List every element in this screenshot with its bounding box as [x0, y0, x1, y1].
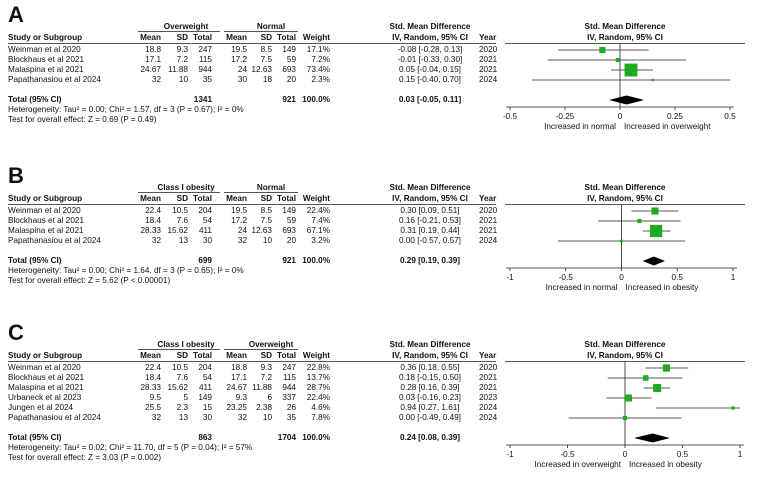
year-cell: 2024 — [479, 413, 498, 422]
forest-panel-a — [0, 0, 770, 160]
total2-cell: 20 — [286, 75, 296, 84]
group2-rule — [224, 31, 298, 32]
weight-cell: 7.2% — [311, 55, 330, 64]
heterogeneity-text: Heterogeneity: Tau² = 0.02; Chi² = 11.70, df = 5 (P = 0.04); I² = 57% — [8, 443, 253, 452]
sd2-col-header: SD — [260, 33, 272, 42]
mean2-cell: 30 — [237, 75, 247, 84]
panel-label: A — [8, 2, 24, 27]
sd2-col-header: SD — [260, 194, 272, 203]
weight-cell: 22.8% — [306, 363, 330, 372]
sd2-cell: 7.5 — [260, 216, 272, 225]
sd2-cell: 9.3 — [260, 363, 272, 372]
weight-cell: 2.3% — [311, 75, 330, 84]
mean1-cell: 18.4 — [145, 216, 161, 225]
sd2-cell: 10 — [262, 413, 272, 422]
total2-cell: 35 — [286, 413, 296, 422]
study-name: Malaspina et al 2021 — [8, 65, 84, 74]
x-tick-label: 1 — [730, 273, 736, 282]
total-label: Total (95% CI) — [8, 256, 62, 265]
mean2-cell: 17.1 — [231, 373, 247, 382]
smd-header: Std. Mean Difference — [389, 340, 471, 349]
effect-marker — [599, 47, 605, 53]
effect-marker — [623, 416, 627, 420]
plot-subtitle: IV, Random, 95% CI — [587, 194, 663, 203]
year-col-header: Year — [479, 33, 497, 42]
effect-marker — [625, 394, 632, 401]
year-col-header: Year — [479, 351, 497, 360]
group1-header: Class I obesity — [157, 183, 215, 192]
smd-ci-cell: -0.08 [-0.28, 0.13] — [397, 45, 463, 54]
total2-cell: 921 — [282, 256, 296, 265]
group1-rule — [138, 31, 220, 32]
sd2-cell: 12.63 — [251, 65, 272, 74]
smd-ci-cell: 0.30 [0.09, 0.51] — [400, 206, 460, 215]
sd1-cell: 9.3 — [176, 45, 188, 54]
weight-cell: 13.7% — [306, 373, 330, 382]
study-name: Malaspina et al 2021 — [8, 383, 84, 392]
study-name: Papathanasiou et al 2024 — [8, 236, 101, 245]
mean1-col-header: Mean — [140, 194, 161, 203]
mean1-cell: 18.4 — [145, 373, 161, 382]
total2-cell: 59 — [286, 55, 296, 64]
weight-cell: 22.4% — [306, 393, 330, 402]
mean2-cell: 23.25 — [226, 403, 247, 412]
total2-cell: 693 — [282, 226, 296, 235]
sd1-cell: 7.6 — [176, 216, 188, 225]
weight-col-header: Weight — [302, 351, 330, 360]
pooled-diamond — [643, 257, 665, 266]
total2-cell: 20 — [286, 236, 296, 245]
mean2-col-header: Mean — [226, 351, 247, 360]
mean2-cell: 17.2 — [231, 55, 247, 64]
mean1-cell: 24.67 — [140, 65, 161, 74]
sd2-cell: 8.5 — [260, 45, 272, 54]
total1-cell: 944 — [198, 65, 212, 74]
weight-cell: 7.8% — [311, 413, 330, 422]
weight-cell: 67.1% — [306, 226, 330, 235]
mean2-cell: 19.5 — [231, 206, 247, 215]
x-tick-label: 0.5 — [676, 450, 689, 459]
sd2-cell: 18 — [262, 75, 272, 84]
mean2-cell: 24 — [237, 65, 247, 74]
x-tick-label: 0 — [622, 450, 628, 459]
effect-marker — [651, 207, 658, 214]
smd-ci-cell: 0.00 [-0.57, 0.57] — [399, 236, 461, 245]
effect-marker — [652, 79, 655, 82]
sd1-cell: 10 — [178, 75, 188, 84]
effect-marker — [637, 219, 641, 223]
x-right-label: Increased in obesity — [625, 283, 699, 292]
study-name: Weinman et al 2020 — [8, 45, 81, 54]
study-name: Papathanasiou et al 2024 — [8, 75, 101, 84]
total2-cell: 26 — [286, 403, 296, 412]
group2-rule — [224, 349, 298, 350]
total2-cell: 693 — [282, 65, 296, 74]
total2-cell: 337 — [282, 393, 296, 402]
total2-cell: 59 — [286, 216, 296, 225]
group2-rule — [224, 192, 298, 193]
weight-cell: 22.4% — [306, 206, 330, 215]
smd-sub-header: IV, Random, 95% CI — [392, 33, 468, 42]
mean1-cell: 22.4 — [145, 363, 161, 372]
pooled-diamond — [634, 434, 670, 443]
total1-cell: 35 — [202, 75, 212, 84]
plot-subtitle: IV, Random, 95% CI — [587, 351, 663, 360]
total1-cell: 115 — [198, 55, 212, 64]
mean2-cell: 32 — [237, 236, 247, 245]
total-label: Total (95% CI) — [8, 433, 62, 442]
effect-marker — [650, 225, 662, 237]
total1-cell: 204 — [198, 206, 212, 215]
mean2-cell: 24.67 — [226, 383, 247, 392]
effect-marker — [643, 375, 649, 381]
weight-cell: 73.4% — [306, 65, 330, 74]
smd-ci-cell: 0.03 [-0.16, 0.23] — [399, 393, 461, 402]
study-name: Blockhaus et al 2021 — [8, 216, 85, 225]
x-right-label: Increased in overweight — [624, 122, 711, 131]
overall-effect-text: Test for overall effect: Z = 5.62 (P < 0.00001) — [8, 276, 171, 285]
weight-cell: 28.7% — [306, 383, 330, 392]
x-tick-label: 0 — [619, 273, 624, 282]
year-cell: 2021 — [479, 65, 498, 74]
sd2-cell: 7.5 — [260, 55, 272, 64]
study-name: Blockhaus et al 2021 — [8, 55, 85, 64]
sd1-cell: 10.5 — [172, 363, 188, 372]
study-name: Urbaneck et al 2023 — [8, 393, 82, 402]
total1-col-header: Total — [193, 351, 212, 360]
mean1-cell: 17.1 — [145, 55, 161, 64]
overall-effect-text: Test for overall effect: Z = 0.69 (P = 0.49) — [8, 115, 157, 124]
x-left-label: Increased in normal — [544, 122, 616, 131]
x-tick-label: -1 — [506, 273, 514, 282]
group2-header: Normal — [256, 22, 286, 31]
x-tick-label: 0.25 — [667, 112, 683, 121]
study-col-header: Study or Subgroup — [8, 33, 83, 42]
total-weight: 100.0% — [302, 256, 330, 265]
weight-cell: 7.4% — [311, 216, 330, 225]
total-weight: 100.0% — [302, 95, 330, 104]
total2-col-header: Total — [277, 194, 296, 203]
year-cell: 2020 — [479, 206, 498, 215]
x-tick-label: 0.5 — [671, 273, 683, 282]
sd2-cell: 12.63 — [251, 226, 272, 235]
study-name: Weinman et al 2020 — [8, 206, 81, 215]
x-tick-label: -1 — [506, 450, 514, 459]
mean1-cell: 9.5 — [149, 393, 161, 402]
forest-plot — [495, 161, 765, 321]
year-cell: 2020 — [479, 45, 498, 54]
smd-ci-cell: -0.01 [-0.33, 0.30] — [397, 55, 463, 64]
mean1-cell: 25.5 — [145, 403, 161, 412]
sd1-cell: 5 — [183, 393, 188, 402]
smd-sub-header: IV, Random, 95% CI — [392, 351, 468, 360]
sd1-cell: 7.6 — [176, 373, 188, 382]
mean1-cell: 22.4 — [145, 206, 161, 215]
effect-marker — [616, 58, 620, 62]
year-cell: 2021 — [479, 383, 498, 392]
year-cell: 2021 — [479, 55, 498, 64]
group2-header: Normal — [256, 183, 286, 192]
forest-plot — [495, 318, 765, 478]
study-name: Weinman et al 2020 — [8, 363, 81, 372]
x-tick-label: 0 — [617, 112, 623, 121]
sd1-col-header: SD — [176, 351, 188, 360]
smd-sub-header: IV, Random, 95% CI — [392, 194, 468, 203]
sd1-col-header: SD — [176, 33, 188, 42]
group1-header: Class I obesity — [157, 340, 215, 349]
study-name: Blockhaus et al 2021 — [8, 373, 85, 382]
total1-cell: 30 — [202, 413, 212, 422]
mean1-col-header: Mean — [140, 351, 161, 360]
weight-cell: 4.6% — [311, 403, 330, 412]
forest-panel-c — [0, 318, 770, 478]
study-name: Jungen et al 2024 — [8, 403, 74, 412]
sd1-cell: 15.62 — [167, 226, 188, 235]
sd1-cell: 11.88 — [168, 65, 188, 74]
group1-rule — [138, 349, 220, 350]
total1-col-header: Total — [193, 194, 212, 203]
smd-ci-cell: 0.36 [0.18, 0.55] — [400, 363, 460, 372]
total1-cell: 411 — [198, 226, 212, 235]
mean2-cell: 17.2 — [231, 216, 247, 225]
sd2-cell: 11.88 — [252, 383, 272, 392]
sd1-cell: 15.62 — [167, 383, 188, 392]
sd2-col-header: SD — [260, 351, 272, 360]
group1-rule — [138, 192, 220, 193]
year-cell: 2023 — [479, 393, 498, 402]
weight-col-header: Weight — [302, 194, 330, 203]
study-col-header: Study or Subgroup — [8, 194, 83, 203]
total-weight: 100.0% — [302, 433, 330, 442]
panel-label: B — [8, 163, 24, 188]
mean1-cell: 28.33 — [140, 383, 161, 392]
total2-cell: 247 — [282, 363, 296, 372]
total2-cell: 921 — [282, 95, 296, 104]
x-left-label: Increased in normal — [545, 283, 618, 292]
total-ci: 0.03 [-0.05, 0.11] — [398, 95, 462, 104]
smd-ci-cell: 0.05 [-0.04, 0.15] — [399, 65, 461, 74]
smd-ci-cell: 0.00 [-0.49, 0.49] — [399, 413, 461, 422]
total1-cell: 863 — [198, 433, 212, 442]
header-rule — [8, 43, 496, 44]
year-cell: 2020 — [479, 363, 498, 372]
x-tick-label: -0.25 — [555, 112, 575, 121]
pooled-diamond — [609, 96, 644, 105]
mean2-col-header: Mean — [226, 194, 247, 203]
total1-cell: 149 — [198, 393, 212, 402]
smd-ci-cell: 0.28 [0.16, 0.39] — [400, 383, 460, 392]
sd1-cell: 10.5 — [172, 206, 188, 215]
sd1-cell: 13 — [178, 236, 188, 245]
x-tick-label: 1 — [737, 450, 743, 459]
total1-cell: 699 — [198, 256, 212, 265]
total1-cell: 30 — [202, 236, 212, 245]
heterogeneity-text: Heterogeneity: Tau² = 0.00; Chi² = 1.64, df = 3 (P = 0.65); I² = 0% — [8, 266, 244, 275]
total1-col-header: Total — [193, 33, 212, 42]
total2-cell: 1704 — [277, 433, 296, 442]
sd2-cell: 2.38 — [256, 403, 272, 412]
overall-effect-text: Test for overall effect: Z = 3.03 (P = 0.002) — [8, 453, 162, 462]
total1-cell: 54 — [202, 216, 212, 225]
year-cell: 2024 — [479, 75, 498, 84]
effect-marker — [663, 364, 670, 371]
plot-title: Std. Mean Difference — [584, 340, 666, 349]
x-tick-label: 0.5 — [724, 112, 736, 121]
mean2-col-header: Mean — [226, 33, 247, 42]
total1-cell: 1341 — [193, 95, 212, 104]
smd-ci-cell: 0.16 [-0.21, 0.53] — [399, 216, 461, 225]
smd-ci-cell: 0.15 [-0.40, 0.70] — [399, 75, 461, 84]
group2-header: Overweight — [248, 340, 294, 349]
header-rule — [8, 361, 496, 362]
x-tick-label: -0.5 — [560, 450, 575, 459]
forest-plot — [495, 0, 765, 160]
mean2-cell: 24 — [237, 226, 247, 235]
sd2-cell: 7.2 — [260, 373, 272, 382]
total1-cell: 247 — [198, 45, 212, 54]
total1-cell: 204 — [198, 363, 212, 372]
x-left-label: Increased in overweight — [534, 460, 621, 469]
mean1-cell: 28.33 — [140, 226, 161, 235]
plot-subtitle: IV, Random, 95% CI — [587, 33, 663, 42]
effect-marker — [620, 240, 623, 243]
sd1-cell: 2.3 — [176, 403, 188, 412]
effect-marker — [653, 384, 661, 392]
mean1-cell: 18.8 — [145, 45, 161, 54]
study-col-header: Study or Subgroup — [8, 351, 83, 360]
sd1-cell: 13 — [178, 413, 188, 422]
study-name: Papathanasiou et al 2024 — [8, 413, 101, 422]
mean1-cell: 32 — [151, 75, 161, 84]
x-tick-label: -0.5 — [502, 112, 518, 121]
mean1-cell: 32 — [151, 236, 161, 245]
total2-cell: 115 — [282, 373, 296, 382]
effect-marker — [625, 64, 638, 77]
total2-col-header: Total — [277, 351, 296, 360]
total2-cell: 149 — [282, 206, 296, 215]
sd2-cell: 8.5 — [260, 206, 272, 215]
year-cell: 2024 — [479, 403, 498, 412]
total-ci: 0.29 [0.19, 0.39] — [399, 256, 461, 265]
year-cell: 2021 — [479, 373, 498, 382]
sd1-col-header: SD — [176, 194, 188, 203]
weight-cell: 3.2% — [311, 236, 330, 245]
mean2-cell: 19.5 — [231, 45, 247, 54]
year-col-header: Year — [479, 194, 497, 203]
total1-cell: 15 — [202, 403, 212, 412]
mean1-col-header: Mean — [140, 33, 161, 42]
total2-col-header: Total — [277, 33, 296, 42]
plot-title: Std. Mean Difference — [584, 22, 666, 31]
mean2-cell: 18.8 — [231, 363, 247, 372]
smd-ci-cell: 0.31 [0.19, 0.44] — [400, 226, 460, 235]
total2-cell: 944 — [282, 383, 296, 392]
group1-header: Overweight — [163, 22, 209, 31]
study-name: Malaspina et al 2021 — [8, 226, 84, 235]
sd1-cell: 7.2 — [176, 55, 188, 64]
total1-cell: 54 — [202, 373, 212, 382]
mean1-cell: 32 — [151, 413, 161, 422]
year-cell: 2021 — [479, 226, 498, 235]
plot-title: Std. Mean Difference — [584, 183, 666, 192]
heterogeneity-text: Heterogeneity: Tau² = 0.00; Chi² = 1.57, df = 3 (P = 0.67); I² = 0% — [8, 105, 244, 114]
total-label: Total (95% CI) — [8, 95, 62, 104]
smd-header: Std. Mean Difference — [389, 183, 471, 192]
sd2-cell: 10 — [262, 236, 272, 245]
smd-ci-cell: 0.18 [-0.15, 0.50] — [399, 373, 461, 382]
sd2-cell: 6 — [267, 393, 272, 402]
year-cell: 2024 — [479, 236, 498, 245]
panel-label: C — [8, 320, 24, 345]
total1-cell: 411 — [198, 383, 212, 392]
x-right-label: Increased in obesity — [629, 460, 702, 469]
smd-ci-cell: 0.94 [0.27, 1.61] — [400, 403, 460, 412]
smd-header: Std. Mean Difference — [389, 22, 471, 31]
effect-marker — [731, 406, 734, 409]
total-ci: 0.24 [0.08, 0.39] — [399, 433, 461, 442]
mean2-cell: 32 — [237, 413, 247, 422]
mean2-cell: 9.3 — [235, 393, 247, 402]
x-tick-label: -0.5 — [558, 273, 573, 282]
total2-cell: 149 — [282, 45, 296, 54]
weight-cell: 17.1% — [306, 45, 330, 54]
header-rule — [8, 204, 496, 205]
year-cell: 2021 — [479, 216, 498, 225]
weight-col-header: Weight — [302, 33, 330, 42]
forest-panel-b — [0, 161, 770, 321]
